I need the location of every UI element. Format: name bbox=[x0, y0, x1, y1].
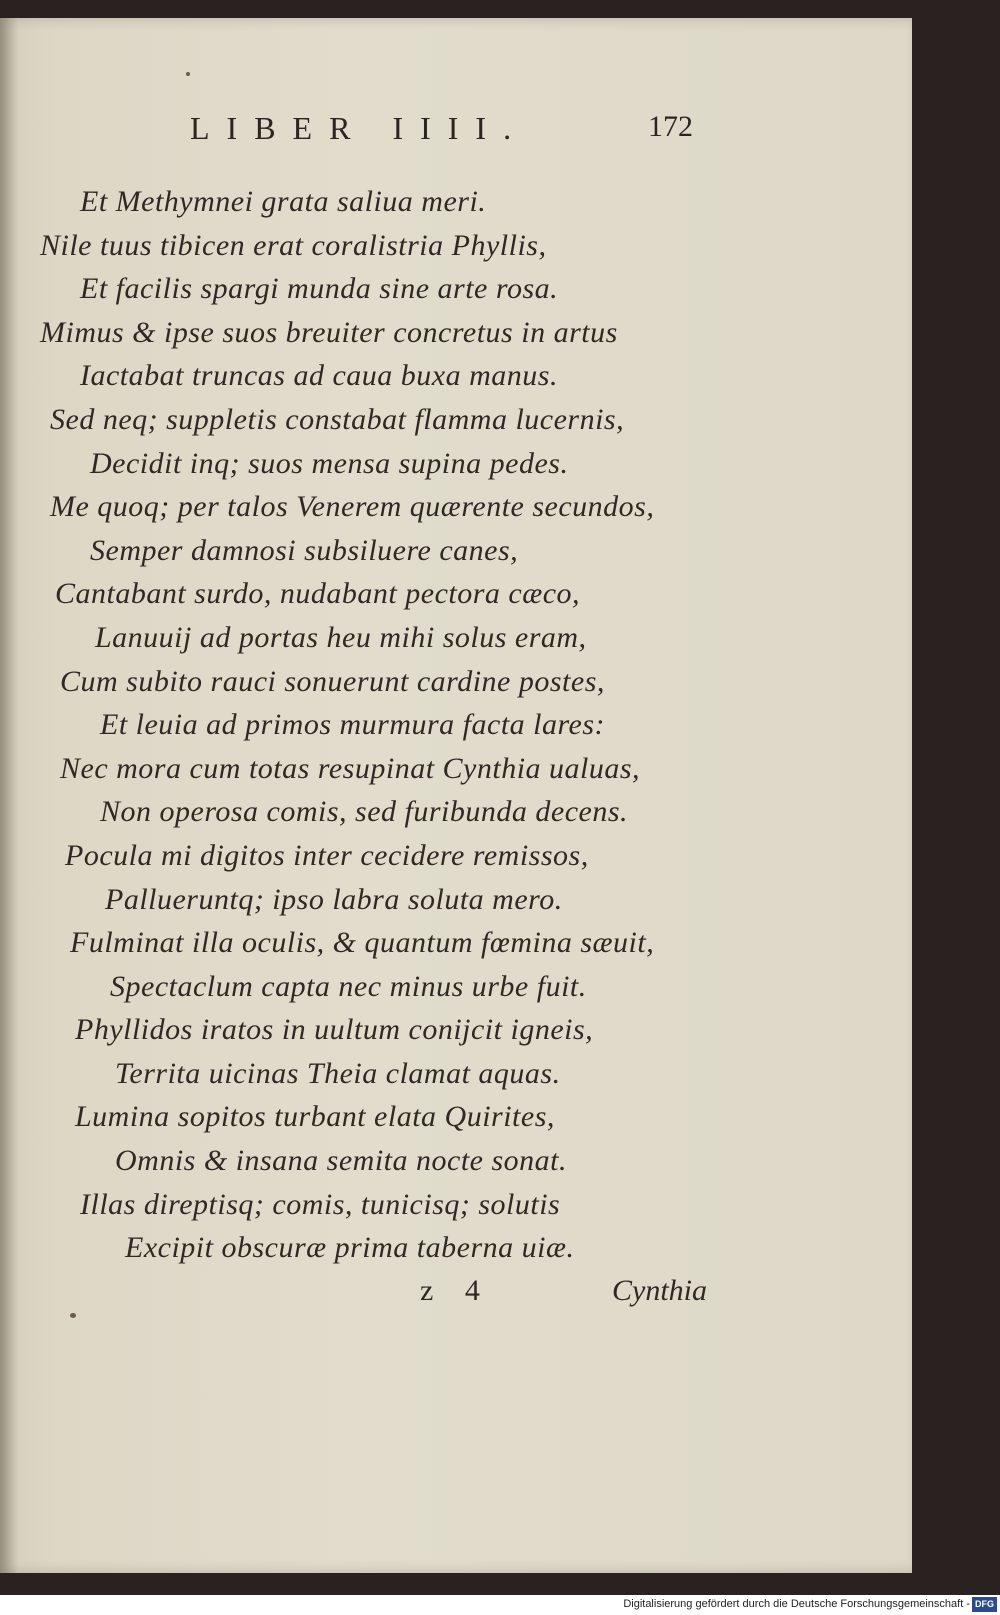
verse-line: Decidit inq; suos mensa supina pedes. bbox=[90, 446, 569, 480]
verse-line: Et Methymnei grata saliua meri. bbox=[80, 185, 487, 218]
verse-line: Non operosa comis, sed furibunda decens. bbox=[100, 795, 629, 829]
ink-speck bbox=[70, 1313, 76, 1318]
verse-line: Nile tuus tibicen erat coralistria Phyllis, bbox=[40, 228, 547, 262]
verse-line: Et facilis spargi munda sine arte rosa. bbox=[80, 272, 559, 306]
verse-line: Phyllidos iratos in uultum conijcit igneis, bbox=[75, 1013, 594, 1047]
footer-bar bbox=[0, 1595, 1000, 1615]
verse-line: Mimus & ipse suos breuiter concretus in artus bbox=[40, 315, 618, 349]
verse-line: Lumina sopitos turbant elata Quirites, bbox=[75, 1100, 555, 1134]
verse-line: Omnis & insana semita nocte sonat. bbox=[115, 1144, 567, 1178]
book-page bbox=[0, 18, 912, 1573]
page-number: 172 bbox=[648, 110, 693, 143]
verse-block bbox=[40, 180, 740, 1270]
verse-line: Cantabant surdo, nudabant pectora cæco, bbox=[55, 577, 581, 611]
running-head-title: LIBER IIII. bbox=[190, 110, 529, 146]
verse-line: Et leuia ad primos murmura facta lares: bbox=[100, 708, 606, 742]
verse-line: Nec mora cum totas resupinat Cynthia ualuas, bbox=[60, 751, 641, 785]
verse-line: Illas direptisq; comis, tunicisq; solutis bbox=[80, 1187, 561, 1221]
verse-line: Excipit obscuræ prima taberna uiæ. bbox=[125, 1231, 575, 1265]
ink-speck bbox=[186, 72, 190, 76]
verse-line: Sed neq; suppletis constabat flamma lucernis, bbox=[50, 402, 625, 436]
verse-line: Iactabat truncas ad caua buxa manus. bbox=[80, 359, 558, 393]
catchword: Cynthia bbox=[612, 1274, 707, 1307]
verse-line: Semper damnosi subsiluere canes, bbox=[90, 533, 519, 567]
spine-shadow bbox=[0, 18, 18, 1573]
signature-mark: z 4 bbox=[420, 1274, 492, 1307]
verse-line: Fulminat illa oculis, & quantum fœmina sæuit, bbox=[70, 926, 655, 960]
verse-line: Spectaclum capta nec minus urbe fuit. bbox=[110, 969, 587, 1003]
verse-line: Me quoq; per talos Venerem quærente secundos, bbox=[50, 490, 655, 524]
verse-line: Pallueruntq; ipso labra soluta mero. bbox=[105, 882, 563, 916]
verse-line: Pocula mi digitos inter cecidere remissos, bbox=[65, 838, 589, 872]
verse-line: Cum subito rauci sonuerunt cardine postes, bbox=[60, 664, 605, 698]
verse-line: Lanuuij ad portas heu mihi solus eram, bbox=[95, 620, 587, 654]
footer-credit: Digitalisierung gefördert durch die Deutsche Forschungsgemeinschaft - bbox=[623, 1598, 970, 1610]
verse-line: Territa uicinas Theia clamat aquas. bbox=[115, 1056, 561, 1090]
dfg-logo-icon: DFG bbox=[972, 1597, 997, 1612]
